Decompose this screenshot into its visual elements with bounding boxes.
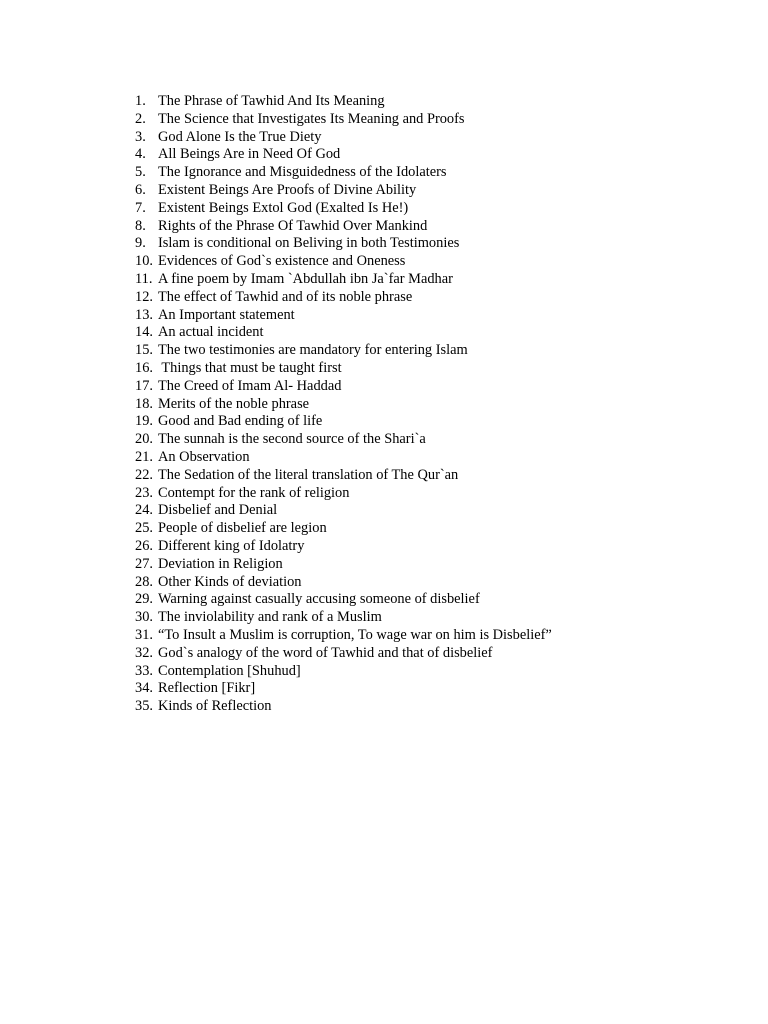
list-item bbox=[135, 574, 552, 592]
list-item bbox=[135, 93, 552, 111]
list-item-text: An Observation bbox=[158, 448, 250, 465]
list-item-number: 17. bbox=[135, 377, 153, 394]
list-item-number: 33. bbox=[135, 662, 153, 679]
list-item-text: Reflection [Fikr] bbox=[158, 680, 256, 697]
list-item bbox=[135, 502, 552, 520]
list-item bbox=[135, 396, 552, 414]
list-item-number: 31. bbox=[135, 626, 153, 643]
list-item-number: 11. bbox=[135, 270, 153, 287]
list-item-text: Other Kinds of deviation bbox=[158, 573, 302, 590]
list-item-text: The Sedation of the literal translation of The Qur`an bbox=[158, 466, 459, 483]
list-item-number: 28. bbox=[135, 573, 153, 590]
list-item-number: 13. bbox=[135, 306, 153, 323]
list-item bbox=[135, 449, 552, 467]
list-item-text: Different king of Idolatry bbox=[158, 537, 305, 554]
list-item bbox=[135, 324, 552, 342]
list-item bbox=[135, 698, 552, 716]
list-item-text: Disbelief and Denial bbox=[158, 502, 278, 519]
list-item-number: 25. bbox=[135, 520, 153, 537]
list-item-number: 32. bbox=[135, 644, 153, 661]
list-item-text: Rights of the Phrase Of Tawhid Over Mankind bbox=[158, 217, 428, 234]
list-item-number: 2. bbox=[135, 110, 146, 127]
list-item bbox=[135, 520, 552, 538]
list-item-number: 20. bbox=[135, 431, 153, 448]
table-of-contents-list bbox=[135, 93, 552, 716]
list-item-number: 19. bbox=[135, 413, 153, 430]
list-item-number: 34. bbox=[135, 680, 153, 697]
list-item bbox=[135, 182, 552, 200]
list-item bbox=[135, 307, 552, 325]
list-item-text: Things that must be taught first bbox=[158, 359, 342, 376]
list-item-text: The Phrase of Tawhid And Its Meaning bbox=[158, 93, 385, 109]
list-item-text: Evidences of God`s existence and Oneness bbox=[158, 253, 406, 270]
list-item bbox=[135, 663, 552, 681]
list-item bbox=[135, 253, 552, 271]
list-item-number: 30. bbox=[135, 609, 153, 626]
list-item-text: Deviation in Religion bbox=[158, 555, 283, 572]
list-item-number: 10. bbox=[135, 253, 153, 270]
list-item-text: Contempt for the rank of religion bbox=[158, 484, 350, 501]
list-item-text: The effect of Tawhid and of its noble phrase bbox=[158, 288, 413, 305]
list-item-number: 29. bbox=[135, 591, 153, 608]
list-item bbox=[135, 467, 552, 485]
list-item-text: God Alone Is the True Diety bbox=[158, 128, 322, 145]
list-item-text: Existent Beings Extol God (Exalted Is He!) bbox=[158, 199, 409, 216]
list-item bbox=[135, 627, 552, 645]
list-item bbox=[135, 342, 552, 360]
list-item bbox=[135, 129, 552, 147]
list-item-text: Good and Bad ending of life bbox=[158, 413, 323, 430]
list-item-number: 27. bbox=[135, 555, 153, 572]
list-item-number: 26. bbox=[135, 537, 153, 554]
list-item-text: Kinds of Reflection bbox=[158, 698, 272, 715]
list-item bbox=[135, 431, 552, 449]
list-item bbox=[135, 485, 552, 503]
list-item bbox=[135, 609, 552, 627]
list-item-text: The Creed of Imam Al- Haddad bbox=[158, 377, 342, 394]
list-item-text: Contemplation [Shuhud] bbox=[158, 662, 301, 679]
list-item-text: The two testimonies are mandatory for entering Islam bbox=[158, 342, 468, 359]
list-item-number: 3. bbox=[135, 128, 146, 145]
list-item bbox=[135, 289, 552, 307]
list-item bbox=[135, 378, 552, 396]
list-item-text: All Beings Are in Need Of God bbox=[158, 146, 341, 163]
list-item-text: People of disbelief are legion bbox=[158, 520, 327, 537]
list-item-text: The sunnah is the second source of the Shari`a bbox=[158, 431, 426, 448]
list-item bbox=[135, 271, 552, 289]
list-item bbox=[135, 111, 552, 129]
list-item-text: “To Insult a Muslim is corruption, To wage war on him is Disbelief” bbox=[158, 626, 552, 643]
list-item bbox=[135, 538, 552, 556]
list-item-number: 21. bbox=[135, 448, 153, 465]
list-item-text: A fine poem by Imam `Abdullah ibn Ja`far Madhar bbox=[158, 270, 453, 287]
list-item-text: The Ignorance and Misguidedness of the Idolaters bbox=[158, 164, 447, 181]
list-item-text: The Science that Investigates Its Meaning and Proofs bbox=[158, 110, 465, 127]
list-item-number: 23. bbox=[135, 484, 153, 501]
list-item-number: 8. bbox=[135, 217, 146, 234]
list-item bbox=[135, 218, 552, 236]
list-item bbox=[135, 164, 552, 182]
list-item-number: 4. bbox=[135, 146, 146, 163]
list-item bbox=[135, 200, 552, 218]
list-item-number: 5. bbox=[135, 164, 146, 181]
list-item-number: 12. bbox=[135, 288, 153, 305]
list-item-number: 9. bbox=[135, 235, 146, 252]
list-item-text: Merits of the noble phrase bbox=[158, 395, 310, 412]
list-item bbox=[135, 645, 552, 663]
list-item bbox=[135, 360, 552, 378]
list-item-text: God`s analogy of the word of Tawhid and that of disbelief bbox=[158, 644, 493, 661]
list-item-number: 22. bbox=[135, 466, 153, 483]
list-item-number: 14. bbox=[135, 324, 153, 341]
list-item-number: 24. bbox=[135, 502, 153, 519]
list-item-number: 15. bbox=[135, 342, 153, 359]
list-item-text: Islam is conditional on Beliving in both Testimonies bbox=[158, 235, 460, 252]
list-item-number: 1. bbox=[135, 93, 146, 109]
list-item-text: The inviolability and rank of a Muslim bbox=[158, 609, 382, 626]
list-item-number: 7. bbox=[135, 199, 146, 216]
list-item-text: An actual incident bbox=[158, 324, 264, 341]
list-item-text: An Important statement bbox=[158, 306, 295, 323]
list-item bbox=[135, 235, 552, 253]
list-item bbox=[135, 591, 552, 609]
list-item bbox=[135, 680, 552, 698]
list-item-text: Warning against casually accusing someone of disbelief bbox=[158, 591, 480, 608]
list-item bbox=[135, 413, 552, 431]
list-item-text: Existent Beings Are Proofs of Divine Ability bbox=[158, 181, 417, 198]
list-item-number: 35. bbox=[135, 698, 153, 715]
list-item-number: 6. bbox=[135, 181, 146, 198]
list-item bbox=[135, 146, 552, 164]
list-item-number: 18. bbox=[135, 395, 153, 412]
list-item bbox=[135, 556, 552, 574]
list-item-number: 16. bbox=[135, 359, 153, 376]
